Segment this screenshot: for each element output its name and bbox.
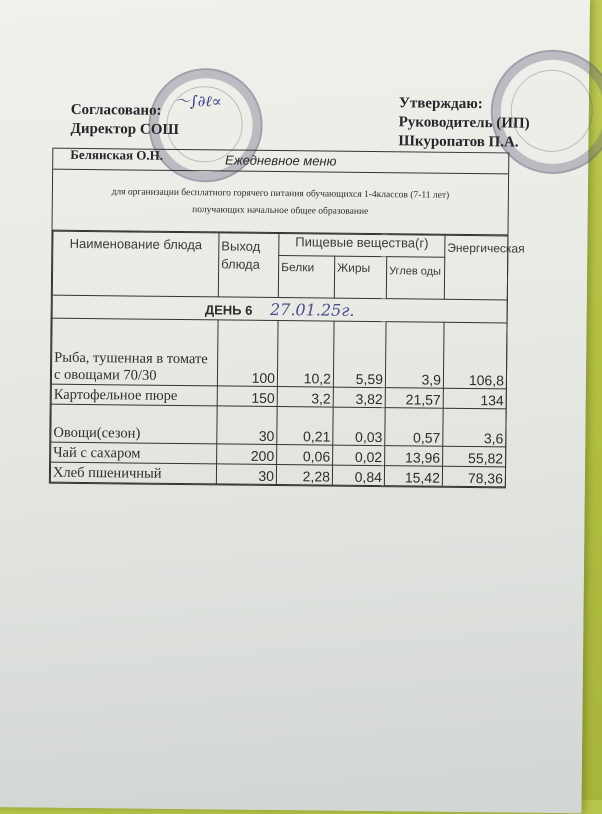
day-label: ДЕНЬ 6 xyxy=(204,301,253,318)
dish-protein: 10,2 xyxy=(277,321,334,388)
menu-title: Ежедневное меню xyxy=(53,149,508,175)
col-header-fat: Жиры xyxy=(334,256,386,299)
dish-energy: 3,6 xyxy=(443,408,506,447)
dish-fat: 5,59 xyxy=(333,321,386,388)
dish-protein: 0,21 xyxy=(277,407,333,446)
table-row xyxy=(51,404,506,447)
dish-carbs: 15,42 xyxy=(384,466,442,487)
subtitle-line-2: получающих начальное общее образование xyxy=(192,205,369,217)
col-header-name: Наименование блюда xyxy=(52,231,219,297)
col-header-protein: Белки xyxy=(278,256,334,299)
dish-output: 30 xyxy=(217,406,277,445)
dish-carbs: 3,9 xyxy=(385,322,444,389)
agreed-label: Согласовано: xyxy=(70,101,162,119)
dish-name: Картофельное пюре xyxy=(51,384,217,406)
dish-name: Овощи(сезон) xyxy=(51,404,217,444)
head-name: Шкуропатов П.А. xyxy=(398,133,519,151)
dish-name: Чай с сахаром xyxy=(51,442,217,464)
menu-subtitle xyxy=(53,170,509,236)
subtitle-line-1: для организации бесплатного горячего питания обучающихся 1-4классов (7-11 лет) xyxy=(111,187,450,201)
dish-name: Рыба, тушенная в томате с овощами 70/30 xyxy=(51,318,218,386)
approve-label: Утверждаю: xyxy=(398,95,483,113)
day-date: 27.01.25г. xyxy=(269,299,355,320)
director-name: Белянская О.Н. xyxy=(70,146,164,163)
dish-fat: 0,84 xyxy=(332,465,384,486)
dish-fat: 0,03 xyxy=(333,407,385,446)
dish-protein: 2,28 xyxy=(276,465,332,486)
dish-fat: 3,82 xyxy=(333,387,385,408)
table-row xyxy=(51,318,507,389)
dish-output: 150 xyxy=(217,386,277,407)
dish-carbs: 21,57 xyxy=(385,388,443,409)
menu-table xyxy=(49,148,525,489)
approval-right xyxy=(398,94,530,152)
dish-carbs: 0,57 xyxy=(385,408,443,447)
menu-grid xyxy=(50,231,525,488)
dish-fat: 0,02 xyxy=(333,445,385,466)
dish-energy: 134 xyxy=(443,388,506,409)
left-signature: 〜∫∂ℓ∝ xyxy=(174,91,222,111)
dish-name: Хлеб пшеничный xyxy=(50,462,216,484)
col-header-output: Выход блюда xyxy=(218,233,279,298)
col-header-nutrients: Пищевые вещества(г) xyxy=(279,234,445,258)
table-row xyxy=(50,462,505,487)
dish-output: 200 xyxy=(217,444,277,465)
dish-energy: 78,36 xyxy=(442,466,505,487)
dish-protein: 3,2 xyxy=(277,387,333,408)
dish-carbs: 13,96 xyxy=(385,446,443,467)
head-label: Руководитель (ИП) xyxy=(398,114,530,132)
dish-output: 100 xyxy=(217,320,278,387)
dish-energy: 106,8 xyxy=(443,322,507,389)
col-header-energy: Энергическая xyxy=(444,235,508,300)
col-header-carbs: Углев оды xyxy=(386,257,444,300)
dish-output: 30 xyxy=(216,464,276,485)
dish-protein: 0,06 xyxy=(277,445,333,466)
director-label: Директор СОШ xyxy=(70,120,179,138)
dish-energy: 55,82 xyxy=(443,446,506,467)
